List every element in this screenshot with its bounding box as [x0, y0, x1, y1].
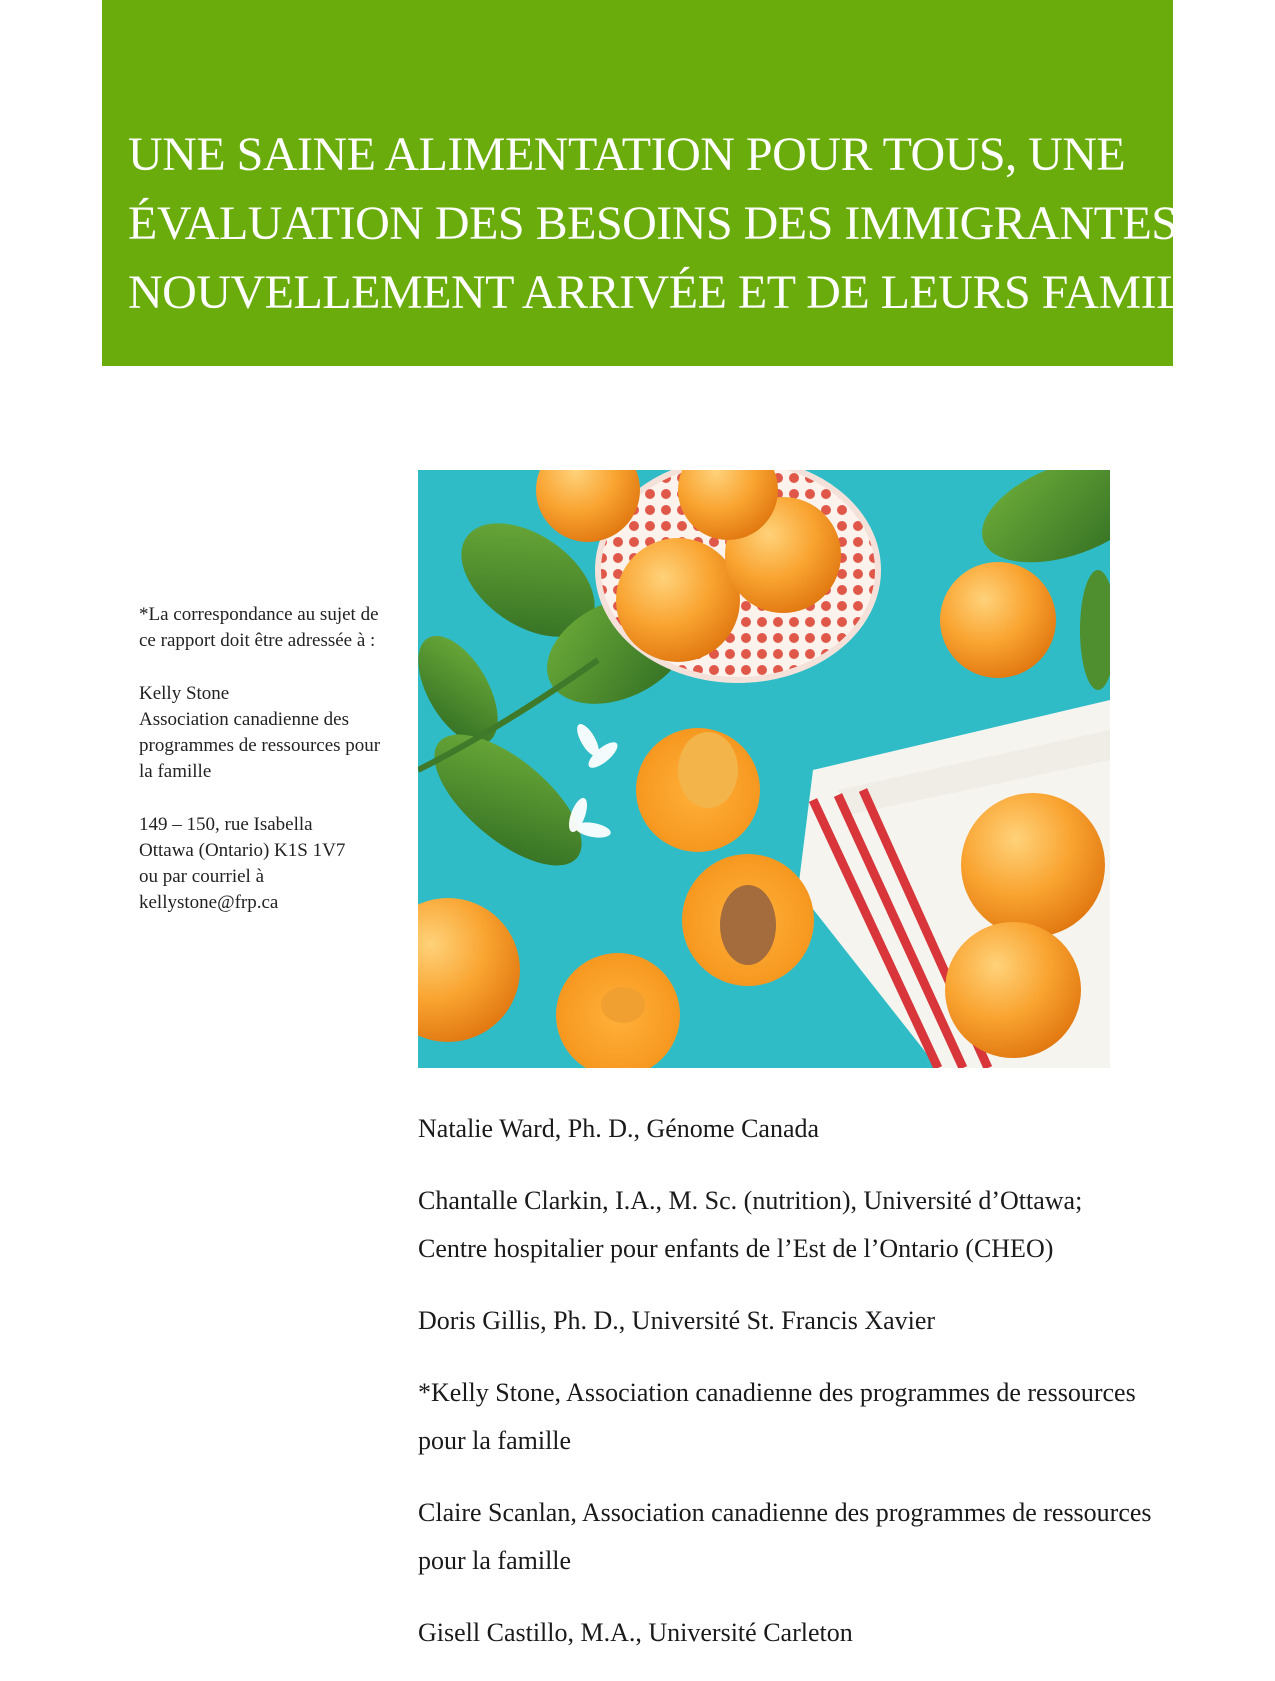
author-line: Gisell Castillo, M.A., Université Carleton [418, 1618, 853, 1647]
author-line: *Kelly Stone, Association canadienne des programmes de ressources [418, 1378, 1136, 1407]
report-title-line: ÉVALUATION DES BESOINS DES IMMIGRANTES [128, 197, 1178, 250]
report-title-line: UNE SAINE ALIMENTATION POUR TOUS, UNE [128, 128, 1126, 181]
contact-organization-line: la famille [139, 761, 212, 782]
report-title-line: NOUVELLEMENT ARRIVÉE ET DE LEURS FAMILLES [128, 266, 1269, 319]
address-email-label: ou par courriel à [139, 866, 265, 887]
author-entry [418, 1177, 1138, 1273]
author-line: Centre hospitalier pour enfants de l’Est de l’Ontario (CHEO) [418, 1234, 1054, 1263]
author-line: Chantalle Clarkin, I.A., M. Sc. (nutrition), Université d’Ottawa; [418, 1186, 1083, 1215]
author-entry [418, 1369, 1138, 1465]
contact-organization-line: Association canadienne des [139, 709, 349, 730]
author-line: pour la famille [418, 1426, 572, 1455]
correspondence-note [139, 602, 379, 654]
correspondence-address [139, 812, 379, 916]
correspondence-note-line: *La correspondance au sujet de [139, 604, 379, 625]
authors-list [418, 1105, 1152, 1681]
author-line: pour la famille [418, 1546, 572, 1575]
contact-organization-line: programmes de ressources pour [139, 735, 381, 756]
apricots-photo-icon [418, 470, 1110, 1068]
report-title [128, 120, 1269, 327]
contact-name: Kelly Stone [139, 683, 230, 704]
correspondence-contact [139, 681, 379, 785]
author-entry [418, 1297, 1138, 1345]
title-banner [102, 0, 1269, 366]
correspondence-block [139, 602, 379, 943]
author-line: Natalie Ward, Ph. D., Génome Canada [418, 1114, 820, 1143]
author-entry [418, 1105, 1138, 1153]
correspondence-note-line: ce rapport doit être adressée à : [139, 630, 376, 651]
address-email: kellystone@frp.ca [139, 892, 279, 913]
author-line: Doris Gillis, Ph. D., Université St. Francis Xavier [418, 1306, 936, 1335]
author-line: Claire Scanlan, Association canadienne des programmes de ressources [418, 1498, 1152, 1527]
address-street: 149 – 150, rue Isabella [139, 814, 313, 835]
address-city: Ottawa (Ontario) K1S 1V7 [139, 840, 346, 861]
author-entry [418, 1489, 1152, 1585]
